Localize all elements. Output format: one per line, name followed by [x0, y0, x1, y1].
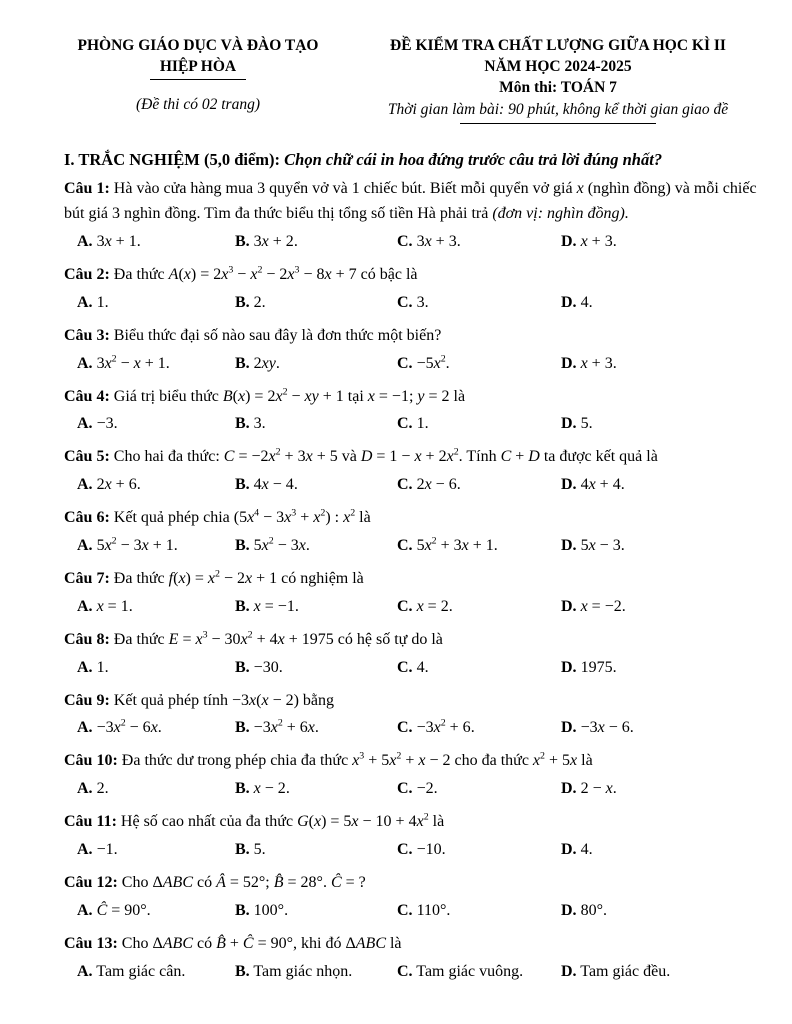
- question-6: [64, 506, 758, 562]
- question-6-option-b: [235, 534, 397, 558]
- answer-options: [64, 409, 758, 440]
- section-title: [64, 148, 758, 172]
- option-text: 2 − x.: [580, 780, 617, 798]
- header-right-block: [358, 36, 758, 124]
- option-letter: A.: [77, 415, 93, 433]
- option-letter: A.: [77, 901, 93, 919]
- question-12-option-d: [561, 899, 758, 923]
- option-letter: C.: [397, 476, 413, 494]
- question-1-option-c: [397, 230, 561, 254]
- option-text: −2.: [416, 780, 438, 798]
- question-text: Đa thức $f(x) = x^2 - 2x + 1$ có nghiệm là: [113, 568, 364, 587]
- option-letter: D.: [561, 415, 577, 433]
- option-letter: B.: [235, 354, 250, 372]
- answer-options: [64, 288, 758, 319]
- option-letter: D.: [561, 354, 577, 372]
- option-letter: C.: [397, 293, 413, 311]
- question-text: Kết quả phép tính −3x(x − 2) bằng: [113, 691, 335, 709]
- option-text: 1975.: [580, 658, 617, 676]
- option-letter: C.: [397, 232, 413, 250]
- option-text: $-3x^2 + 6x$.: [253, 718, 319, 737]
- option-text: $-3x^2 + 6$.: [416, 718, 475, 737]
- option-text: $3x^2 - x + 1$.: [96, 353, 170, 372]
- option-text: 2.: [253, 293, 266, 311]
- option-text: 1.: [96, 293, 109, 311]
- question-7: [64, 567, 758, 623]
- option-letter: B.: [235, 780, 250, 798]
- option-text: −10.: [416, 840, 446, 858]
- question-4-option-c: [397, 412, 561, 436]
- question-9-option-d: [561, 716, 758, 740]
- question-12-option-b: [235, 899, 397, 923]
- question-label: Câu 3:: [64, 326, 110, 344]
- issuing-authority: PHÒNG GIÁO DỤC VÀ ĐÀO TẠO: [77, 37, 319, 54]
- question-label: Câu 4:: [64, 387, 110, 405]
- option-letter: D.: [561, 293, 577, 311]
- question-13: [64, 932, 758, 988]
- question-5-option-c: [397, 473, 561, 497]
- answer-options: [64, 592, 758, 623]
- question-label: Câu 8:: [64, 630, 110, 648]
- option-text: Tam giác cân.: [96, 962, 186, 980]
- option-text: 3.: [416, 293, 429, 311]
- question-8-option-c: [397, 656, 561, 680]
- option-letter: D.: [561, 840, 577, 858]
- question-6-option-d: [561, 534, 758, 558]
- answer-options: [64, 349, 758, 380]
- question-11-option-d: [561, 838, 758, 862]
- question-1-option-b: [235, 230, 397, 254]
- option-letter: A.: [77, 232, 93, 250]
- question-label: Câu 10:: [64, 752, 118, 770]
- option-letter: C.: [397, 840, 413, 858]
- option-letter: D.: [561, 901, 577, 919]
- option-text: 2.: [96, 780, 109, 798]
- question-label: Câu 7:: [64, 569, 110, 587]
- option-letter: D.: [561, 780, 577, 798]
- answer-options: [64, 774, 758, 805]
- school-name: HIỆP HÒA: [150, 57, 246, 80]
- question-12-option-a: [77, 899, 235, 923]
- question-text: Cho ΔABC có Â = 52°; B̂ = 28°. Ĉ = ?: [121, 873, 366, 891]
- question-3: [64, 324, 758, 380]
- option-letter: C.: [397, 962, 413, 980]
- question-text: Cho ΔABC có B̂ + Ĉ = 90°, khi đó ΔABC là: [121, 934, 402, 952]
- option-letter: C.: [397, 719, 413, 737]
- option-text: 3x + 1.: [96, 232, 141, 250]
- option-text: 1.: [96, 658, 109, 676]
- subject-line: Môn thi: TOÁN 7: [499, 78, 617, 96]
- question-2-option-c: [397, 291, 561, 315]
- question-label: Câu 11:: [64, 813, 117, 831]
- answer-options: [64, 896, 758, 927]
- question-label: Câu 5:: [64, 448, 110, 466]
- option-letter: A.: [77, 780, 93, 798]
- page-count-note: (Đề thi có 02 trang): [136, 95, 260, 113]
- answer-options: [64, 713, 758, 744]
- question-text: Biểu thức đại số nào sau đây là đơn thức một biến?: [113, 326, 442, 344]
- option-letter: A.: [77, 962, 93, 980]
- option-text: −3x − 6.: [580, 719, 634, 737]
- option-letter: D.: [561, 962, 577, 980]
- option-letter: D.: [561, 719, 577, 737]
- question-8-option-b: [235, 656, 397, 680]
- answer-options: [64, 835, 758, 866]
- section-title-bold: I. TRẮC NGHIỆM (5,0 điểm):: [64, 150, 281, 170]
- question-10-option-a: [77, 777, 235, 801]
- option-text: 4.: [580, 293, 593, 311]
- option-text: x + 3.: [580, 354, 617, 372]
- school-year: NĂM HỌC 2024-2025: [484, 57, 632, 75]
- option-letter: D.: [561, 476, 577, 494]
- option-text: 5.: [253, 840, 266, 858]
- option-letter: A.: [77, 293, 93, 311]
- option-letter: A.: [77, 536, 93, 554]
- question-2: [64, 263, 758, 319]
- question-13-option-b: [235, 960, 397, 984]
- option-text: 1.: [416, 415, 429, 433]
- question-6-option-a: [77, 534, 235, 558]
- option-text: 4.: [580, 840, 593, 858]
- option-text: 3.: [253, 415, 266, 433]
- answer-options: [64, 653, 758, 684]
- question-2-option-d: [561, 291, 758, 315]
- option-text: 2x − 6.: [416, 476, 461, 494]
- option-text: 80°.: [580, 901, 607, 919]
- option-letter: A.: [77, 476, 93, 494]
- duration-line: Thời gian làm bài: 90 phút, không kể thời gian giao đề: [387, 100, 729, 118]
- question-text: Đa thức $A(x) = 2x^3 - x^2 - 2x^3 - 8x + 7$ có bậc là: [113, 264, 418, 283]
- question-10-option-c: [397, 777, 561, 801]
- question-9-option-a: [77, 716, 235, 740]
- option-text: 100°.: [253, 901, 289, 919]
- question-5-option-b: [235, 473, 397, 497]
- question-label: Câu 12:: [64, 873, 118, 891]
- option-letter: D.: [561, 597, 577, 615]
- question-text: Giá trị biểu thức $B(x) = 2x^2$ − xy + 1 tại x = −1; y = 2 là: [113, 386, 466, 405]
- question-10-option-b: [235, 777, 397, 801]
- question-9: [64, 689, 758, 745]
- question-2-option-b: [235, 291, 397, 315]
- question-7-option-c: [397, 595, 561, 619]
- option-text: 2x + 6.: [96, 476, 141, 494]
- option-letter: C.: [397, 536, 413, 554]
- question-4-option-b: [235, 412, 397, 436]
- question-6-option-c: [397, 534, 561, 558]
- option-letter: A.: [77, 658, 93, 676]
- section-title-italic: Chọn chữ cái in hoa đứng trước câu trả lời đúng nhất?: [284, 150, 663, 170]
- option-text: −30.: [253, 658, 283, 676]
- question-11-option-b: [235, 838, 397, 862]
- question-3-option-c: [397, 352, 561, 376]
- question-10: [64, 749, 758, 805]
- option-letter: C.: [397, 780, 413, 798]
- option-text: $5x^2 + 3x + 1$.: [416, 535, 498, 554]
- exam-title: ĐỀ KIỂM TRA CHẤT LƯỢNG GIỮA HỌC KÌ II: [390, 37, 726, 54]
- option-letter: C.: [397, 415, 413, 433]
- option-letter: B.: [235, 658, 250, 676]
- option-letter: A.: [77, 840, 93, 858]
- question-5-option-d: [561, 473, 758, 497]
- question-5: [64, 445, 758, 501]
- question-7-option-d: [561, 595, 758, 619]
- question-7-option-a: [77, 595, 235, 619]
- question-text: Kết quả phép chia $(5x^4 - 3x^3 + x^2)$ : $x^2$ là: [113, 507, 371, 527]
- option-letter: B.: [235, 719, 250, 737]
- question-label: Câu 6:: [64, 509, 110, 527]
- question-text: Hà vào cửa hàng mua 3 quyển vở và 1 chiếc bút. Biết mỗi quyển vở giá x (nghìn đồng) và mỗi chiếc bút giá 3 nghìn đồng. Tìm đa thức biểu thị tổng số tiền Hà phải trả (đơn vị: nghìn đồng).: [64, 180, 757, 223]
- question-label: Câu 9:: [64, 691, 110, 709]
- option-text: x = −1.: [253, 597, 299, 615]
- question-label: Câu 1:: [64, 180, 110, 198]
- option-text: 4x + 4.: [580, 476, 625, 494]
- option-text: Tam giác vuông.: [416, 962, 524, 980]
- option-text: $-5x^2$.: [416, 353, 450, 372]
- option-text: $5x^2 - 3x + 1$.: [96, 535, 178, 554]
- option-text: x − 2.: [253, 780, 290, 798]
- option-text: 3x + 3.: [416, 232, 461, 250]
- option-text: x = 1.: [96, 597, 133, 615]
- option-text: 2xy.: [253, 354, 280, 372]
- option-letter: A.: [77, 354, 93, 372]
- question-text: Đa thức dư trong phép chia đa thức $x^3 + 5x^2 + x - 2$ cho đa thức $x^2 + 5x$ là: [121, 751, 593, 770]
- option-letter: A.: [77, 597, 93, 615]
- question-text: Hệ số cao nhất của đa thức $G(x) = 5x - 10 + 4x^2$ là: [120, 811, 445, 831]
- option-letter: D.: [561, 536, 577, 554]
- option-text: 110°.: [416, 901, 451, 919]
- question-3-option-a: [77, 352, 235, 376]
- question-13-option-c: [397, 960, 561, 984]
- option-letter: B.: [235, 840, 250, 858]
- duration-underline: [460, 123, 656, 124]
- option-text: $-3x^2 - 6x$.: [96, 718, 162, 737]
- question-4-option-a: [77, 412, 235, 436]
- option-text: $5x^2 - 3x$.: [253, 535, 310, 554]
- question-8-option-d: [561, 656, 758, 680]
- question-5-option-a: [77, 473, 235, 497]
- answer-options: [64, 531, 758, 562]
- question-8: [64, 628, 758, 684]
- option-letter: C.: [397, 658, 413, 676]
- question-9-option-c: [397, 716, 561, 740]
- option-text: x = −2.: [580, 597, 626, 615]
- question-2-option-a: [77, 291, 235, 315]
- question-3-option-d: [561, 352, 758, 376]
- question-1-option-d: [561, 230, 758, 254]
- question-text: Đa thức $E = x^3 - 30x^2 + 4x + 1975$ có hệ số tự do là: [113, 629, 443, 648]
- question-list: [64, 177, 758, 987]
- option-text: 3x + 2.: [253, 232, 298, 250]
- option-letter: B.: [235, 962, 250, 980]
- option-text: 4.: [416, 658, 429, 676]
- question-4-option-d: [561, 412, 758, 436]
- question-7-option-b: [235, 595, 397, 619]
- question-1-option-a: [77, 230, 235, 254]
- option-text: 5.: [580, 415, 593, 433]
- question-11: [64, 810, 758, 866]
- option-text: Tam giác đều.: [580, 962, 671, 980]
- question-12-option-c: [397, 899, 561, 923]
- question-text: Cho hai đa thức: $C = -2x^2 + 3x + 5$ và $D = 1 - x + 2x^2$. Tính C + D ta được kết quả là: [113, 447, 658, 466]
- answer-options: [64, 227, 758, 258]
- option-text: 4x − 4.: [253, 476, 298, 494]
- option-letter: C.: [397, 901, 413, 919]
- question-10-option-d: [561, 777, 758, 801]
- question-label: Câu 2:: [64, 265, 110, 283]
- option-letter: B.: [235, 415, 250, 433]
- question-12: [64, 871, 758, 927]
- option-letter: B.: [235, 536, 250, 554]
- option-letter: D.: [561, 232, 577, 250]
- option-letter: C.: [397, 597, 413, 615]
- option-text: Ĉ = 90°.: [96, 901, 151, 919]
- option-text: x + 3.: [580, 232, 617, 250]
- option-text: −3.: [96, 415, 118, 433]
- question-9-option-b: [235, 716, 397, 740]
- option-text: 5x − 3.: [580, 536, 625, 554]
- header-left-block: [64, 36, 332, 114]
- option-letter: D.: [561, 658, 577, 676]
- option-text: −1.: [96, 840, 118, 858]
- question-11-option-c: [397, 838, 561, 862]
- question-13-option-a: [77, 960, 235, 984]
- question-13-option-d: [561, 960, 758, 984]
- option-letter: A.: [77, 719, 93, 737]
- question-8-option-a: [77, 656, 235, 680]
- question-4: [64, 385, 758, 441]
- question-1: [64, 177, 758, 258]
- answer-options: [64, 957, 758, 988]
- option-letter: B.: [235, 232, 250, 250]
- answer-options: [64, 470, 758, 501]
- question-label: Câu 13:: [64, 934, 118, 952]
- question-11-option-a: [77, 838, 235, 862]
- option-text: x = 2.: [416, 597, 453, 615]
- question-3-option-b: [235, 352, 397, 376]
- option-letter: B.: [235, 597, 250, 615]
- option-letter: B.: [235, 476, 250, 494]
- option-text: Tam giác nhọn.: [253, 962, 353, 980]
- option-letter: B.: [235, 293, 250, 311]
- option-letter: C.: [397, 354, 413, 372]
- option-letter: B.: [235, 901, 250, 919]
- exam-header: [64, 36, 758, 124]
